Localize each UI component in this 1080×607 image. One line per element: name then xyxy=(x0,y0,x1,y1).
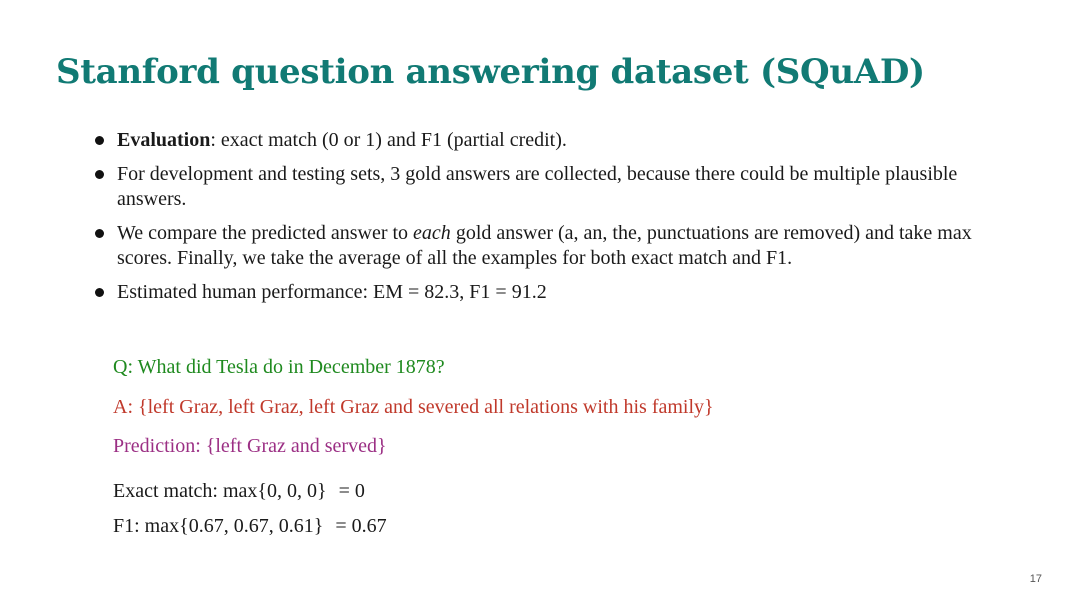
bullet-list xyxy=(92,128,972,314)
f1-expression: F1: max{0.67, 0.67, 0.61} xyxy=(113,515,324,537)
example-gold-answers: A: {left Graz, left Graz, left Graz and severed all relations with his family} xyxy=(113,396,714,418)
bullet-text: gold answer (a, an, the, punctuations are removed) and take max scores. Finally, we take the average of all the examples for both exact match and F1. xyxy=(117,222,972,269)
slide-title: Stanford question answering dataset (SQuAD) xyxy=(56,52,925,92)
example-prediction: Prediction: {left Graz and served} xyxy=(113,435,387,457)
page-number: 17 xyxy=(1029,573,1042,585)
example-question: Q: What did Tesla do in December 1878? xyxy=(113,356,445,378)
bullet-italic-word: each xyxy=(413,222,451,244)
bullet-text: : exact match (0 or 1) and F1 (partial credit). xyxy=(210,129,567,151)
bullet-text: For development and testing sets, 3 gold answers are collected, because there could be multiple plausible answers. xyxy=(117,163,958,210)
bullet-item xyxy=(92,128,972,153)
bullet-item xyxy=(92,221,972,271)
exact-match-result: = 0 xyxy=(338,480,365,502)
bullet-item xyxy=(92,280,972,305)
exact-match-expression: Exact match: max{0, 0, 0} xyxy=(113,480,327,502)
bullet-text: We compare the predicted answer to xyxy=(117,222,414,244)
f1-line xyxy=(113,515,387,538)
bullet-bold-lead: Evaluation xyxy=(117,129,211,151)
bullet-dot-icon xyxy=(95,136,104,145)
f1-result: = 0.67 xyxy=(335,515,387,537)
bullet-text: Estimated human performance: EM = 82.3, F1 = 91.2 xyxy=(117,281,547,303)
bullet-item xyxy=(92,162,972,212)
exact-match-line xyxy=(113,480,365,503)
bullet-dot-icon xyxy=(95,288,104,297)
bullet-dot-icon xyxy=(95,170,104,179)
bullet-dot-icon xyxy=(95,229,104,238)
